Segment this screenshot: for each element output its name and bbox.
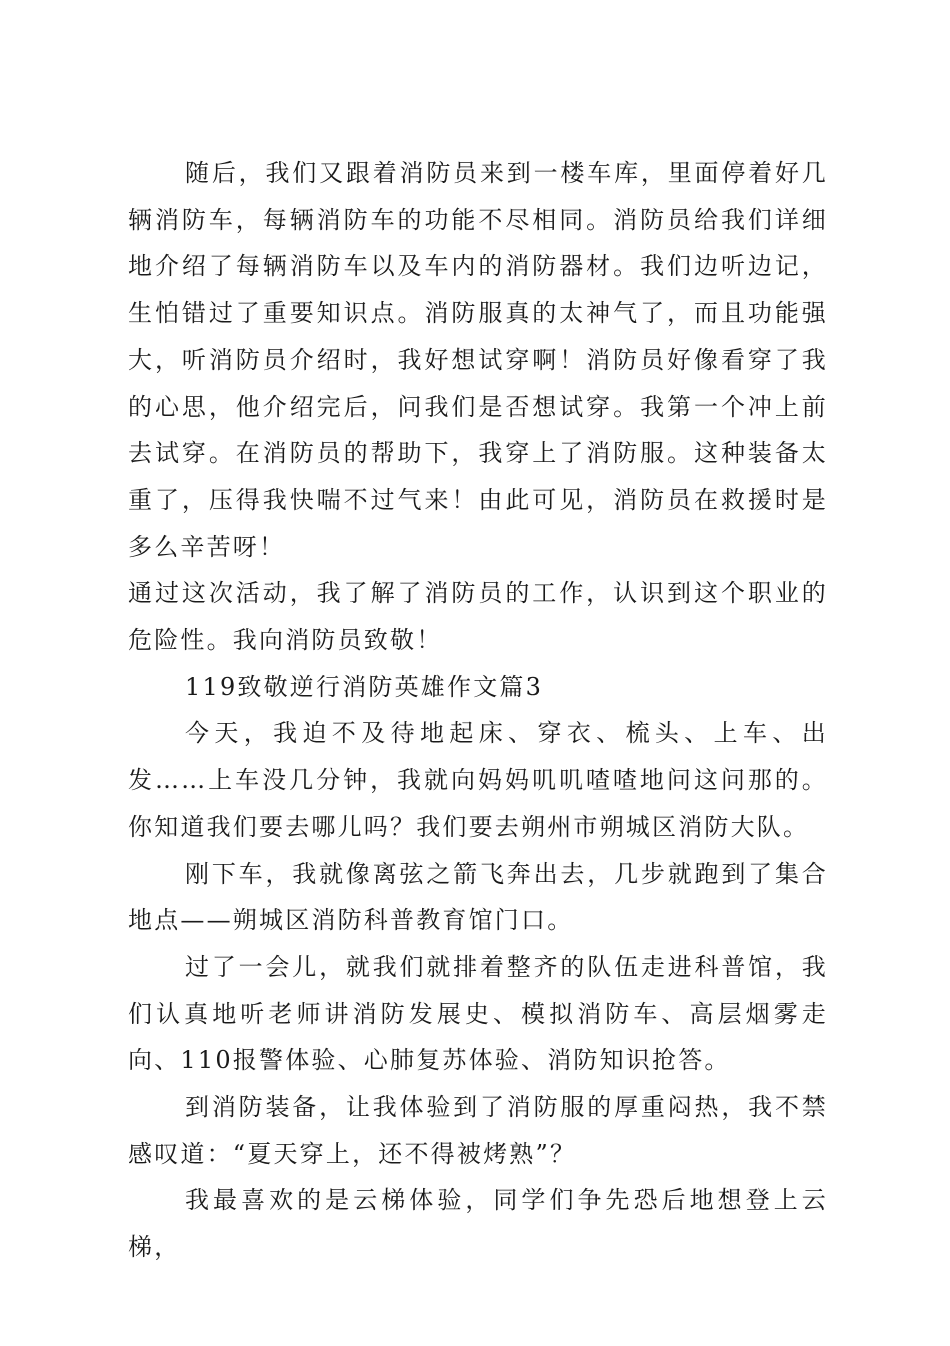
essay-heading: 119致敬逆行消防英雄作文篇3 [185, 672, 544, 701]
paragraph-arrival: 刚下车，我就像离弦之箭飞奔出去，几步就跑到了集合地点——朔城区消防科普教育馆门口。 [128, 859, 828, 935]
paragraph-ladder: 我最喜欢的是云梯体验，同学们争先恐后地想登上云梯， [128, 1186, 828, 1262]
paragraph-equipment: 到消防装备，让我体验到了消防服的厚重闷热，我不禁感叹道：“夏天穿上，还不得被烤熟”？ [128, 1093, 828, 1168]
paragraph-departure: 今天，我迫不及待地起床、穿衣、梳头、上车、出发……上车没几分钟，我就向妈妈叽叽喳喳地问这问那的。你知道我们要去哪儿吗？我们要去朔州市朔城区消防大队。 [128, 719, 828, 841]
paragraph-fire-garage: 随后，我们又跟着消防员来到一楼车库，里面停着好几辆消防车，每辆消防车的功能不尽相同。消防员给我们详细地介绍了每辆消防车以及车内的消防器材。我们边听边记，生怕错过了重要知识点。消防服真的太神气了，而且功能强大，听消防员介绍时，我好想试穿啊！消防员好像看穿了我的心思，他介绍完后，问我们是否想试穿。我第一个冲上前去试穿。在消防员的帮助下，我穿上了消防服。这种装备太重了，压得我快喘不过气来！由此可见，消防员在救援时是多么辛苦呀！ [128, 159, 828, 561]
paragraph-science-museum: 过了一会儿，就我们就排着整齐的队伍走进科普馆，我们认真地听老师讲消防发展史、模拟消防车、高层烟雾走向、110报警体验、心肺复苏体验、消防知识抢答。 [128, 952, 828, 1075]
document-body [128, 150, 828, 1271]
paragraph-conclusion: 通过这次活动，我了解了消防员的工作，认识到这个职业的危险性。我向消防员致敬！ [128, 579, 828, 655]
